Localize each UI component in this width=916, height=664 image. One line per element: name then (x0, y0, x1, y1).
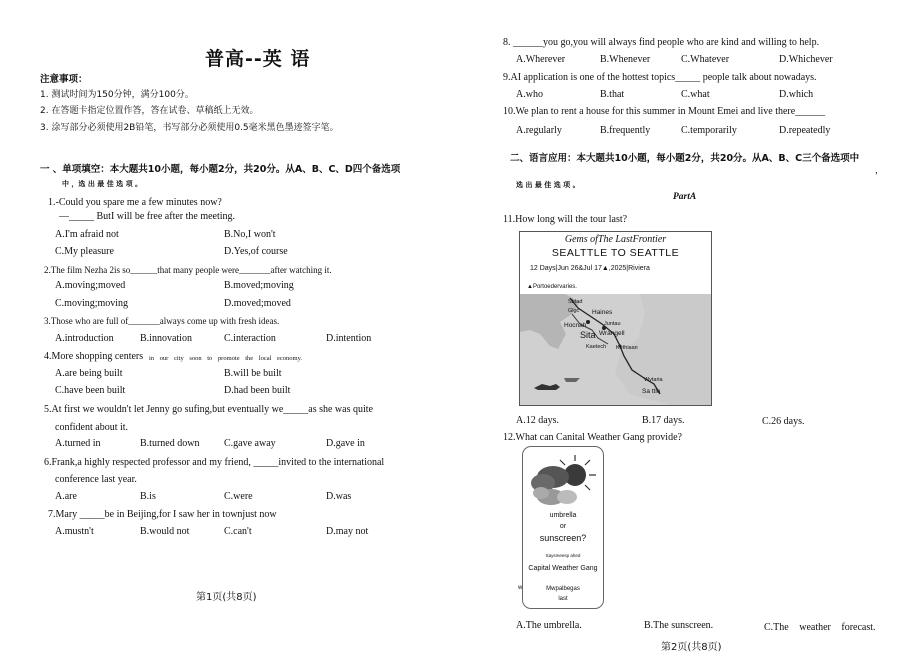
q5-option-a[interactable]: A.turned in (55, 438, 101, 449)
q9-text: 9.AI application is one of the hottest topics_____ people talk about nowadays. (503, 72, 817, 83)
q6-option-a[interactable]: A.are (55, 491, 77, 502)
q9-option-b[interactable]: B.that (600, 89, 625, 100)
map-label-2: Glgc (568, 308, 580, 314)
q10-option-b[interactable]: B.frequently (600, 125, 651, 136)
weather-app-card (522, 446, 604, 609)
q8-option-c[interactable]: C.Whatever (681, 54, 730, 65)
q8-text: 8. ______you go,you will always find people who are kind and willing to help. (503, 37, 820, 48)
card-umbrella: umbrella (549, 512, 577, 519)
q2-option-b[interactable]: B.moved;moving (224, 280, 294, 291)
map-label-9: Kethiaan (616, 345, 638, 351)
poster-route: SEALTTLE TO SEATTLE (551, 247, 680, 259)
q6-option-d[interactable]: D.was (326, 491, 352, 502)
q4-option-b[interactable]: B.will be built (224, 368, 282, 379)
card-brand: Capital Weather Gang (528, 565, 598, 572)
note-2: 2. 在答题卡指定位置作答，答在试卷、草稿纸上无效。 (40, 106, 259, 116)
q4-option-d[interactable]: D.had been built (224, 385, 291, 396)
section1-heading-cont: 中 ，选 出 最 佳 选 项 。 (62, 180, 143, 188)
q1-text: 1.-Could you spare me a few minutes now? (48, 197, 222, 208)
q5-option-d[interactable]: D.gave in (326, 438, 365, 449)
q3-option-d[interactable]: D.intention (326, 333, 372, 344)
q10-option-c[interactable]: C.temporarily (681, 125, 737, 136)
q8-option-a[interactable]: A.Wherever (516, 54, 566, 65)
poster-dates: 12 Days|Jun 26&Jul 17▲,2025|Riviera (530, 265, 650, 272)
notes-heading: 注意事项： (40, 74, 88, 85)
q9-option-c[interactable]: C.what (681, 89, 710, 100)
q1-text-2: —_____ ButI will be free after the meeting. (59, 211, 236, 222)
q12-option-c[interactable]: C.The weather forecast. (764, 622, 876, 633)
q4-option-c[interactable]: C.have been built (55, 385, 126, 396)
card-or: or (559, 523, 567, 530)
q11-option-b[interactable]: B.17 days. (642, 415, 685, 426)
q5-text: 5.At first we wouldn't let Jenny go sufing,but eventually we_____as she was quite (44, 404, 373, 415)
card-small-text: Saysmeesp ahed (545, 553, 581, 558)
q6-option-b[interactable]: B.is (140, 491, 156, 502)
q1-option-d[interactable]: D.Yes,of course (224, 246, 288, 257)
card-sunscreen: sunscreen? (539, 533, 587, 543)
q4-option-a[interactable]: A.are being built (55, 368, 123, 379)
q3-option-b[interactable]: B.innovation (140, 333, 192, 344)
q12-option-b[interactable]: B.The sunscreen. (644, 620, 714, 631)
poster-title: Gems ofThe LastFrontier (564, 234, 667, 245)
q2-option-d[interactable]: D.moved;moved (224, 298, 291, 309)
note-1: 1. 测试时间为150分钟，满分100分。 (40, 90, 194, 100)
q7-text: 7.Mary _____be in Beijing,for I saw her in townjust now (48, 509, 277, 520)
q6-text: 6.Frank,a highly respected professor and my friend, _____invited to the international (44, 457, 385, 468)
q10-option-d[interactable]: D.repeatedly (779, 125, 831, 136)
q5-text-2: confident about it. (55, 422, 129, 433)
map-label-4: Hocnah (564, 322, 587, 329)
q5-option-b[interactable]: B.turned down (140, 438, 200, 449)
q2-option-c[interactable]: C.moving;moving (55, 298, 129, 309)
q11-text: 11.How long will the tour last? (503, 214, 628, 225)
q10-text: 10.We plan to rent a house for this summer in Mount Emei and live there______ (503, 106, 826, 117)
map-label-6: Sita (580, 330, 596, 340)
q7-option-c[interactable]: C.can't (224, 526, 252, 537)
map-label-1: Sbtad (568, 299, 583, 305)
cloud-sun-icon (523, 453, 603, 517)
q7-option-d[interactable]: D.may not (326, 526, 369, 537)
card-line6: Mwpalbegas (546, 586, 580, 592)
q12-option-a[interactable]: A.The umbrella. (516, 620, 582, 631)
route-map (520, 294, 711, 405)
q8-option-d[interactable]: D.Whichever (779, 54, 833, 65)
q3-text: 3.Those who are full of_______always come up with fresh ideas. (44, 316, 280, 326)
q7-option-b[interactable]: B.would not (140, 526, 190, 537)
tour-poster (519, 231, 712, 406)
q1-option-c[interactable]: C.My pleasure (55, 246, 114, 257)
map-label-7: Wrangell (599, 330, 625, 337)
page-footer-right: 第2页(共8页) (661, 642, 722, 653)
q11-option-a[interactable]: A.12 days. (516, 415, 560, 426)
q9-option-d[interactable]: D.which (779, 89, 814, 100)
q4-text-2: in our city soon to promote the local economy. (149, 355, 303, 362)
q11-option-c[interactable]: C.26 days. (762, 416, 805, 427)
map-label-3: Haines (592, 309, 613, 316)
page-footer-left: 第1页(共8页) (196, 592, 257, 603)
section2-heading: 二、语言应用：本大题共10小题，每小题2分，共20分。从A、B、C三个备选项中 (510, 153, 860, 164)
section2-comma: ， (875, 166, 885, 176)
q10-option-a[interactable]: A.regularly (516, 125, 562, 136)
q8-option-b[interactable]: B.Whenever (600, 54, 651, 65)
q5-option-c[interactable]: C.gave away (224, 438, 276, 449)
q2-option-a[interactable]: A.moving;moved (55, 280, 126, 291)
card-line7: last (558, 596, 568, 602)
q9-option-a[interactable]: A.who (516, 89, 543, 100)
q2-text: 2.The film Nezha 2is so______that many people were_______after watching it. (44, 265, 332, 275)
q6-option-c[interactable]: C.were (224, 491, 253, 502)
map-label-10: Wytaria (644, 377, 663, 383)
map-label-5: Juntau (604, 321, 621, 327)
q7-option-a[interactable]: A.mustn't (55, 526, 94, 537)
q1-option-b[interactable]: B.No,I won't (224, 229, 276, 240)
q3-option-a[interactable]: A.introduction (55, 333, 114, 344)
q6-text-2: conference last year. (55, 474, 137, 485)
part-label: PartA (673, 192, 697, 202)
q3-option-c[interactable]: C.interaction (224, 333, 276, 344)
section2-heading-cont: 选 出 最 佳 选 项 。 (516, 181, 580, 189)
poster-ports-note: ▲Portoedervaries. (527, 284, 577, 290)
q12-text: 12.What can Canital Weather Gang provide? (503, 432, 682, 443)
q1-option-a[interactable]: A.I'm afraid not (55, 229, 119, 240)
map-label-11: Sa ttle (642, 388, 661, 395)
section1-heading: 一 、单项填空：本大题共10小题，每小题2分，共20分。从A、B、C、D四个备选项 (40, 164, 401, 175)
card-side-letter: w (518, 585, 523, 591)
q4-text: 4.More shopping centers (44, 351, 144, 362)
map-label-8: Kaetech (586, 344, 607, 350)
note-3: 3. 涂写部分必须使用2B铅笔，书写部分必须使用0.5毫米黑色墨迹签字笔。 (40, 123, 339, 133)
page-title: 普高--英 语 (205, 48, 311, 70)
